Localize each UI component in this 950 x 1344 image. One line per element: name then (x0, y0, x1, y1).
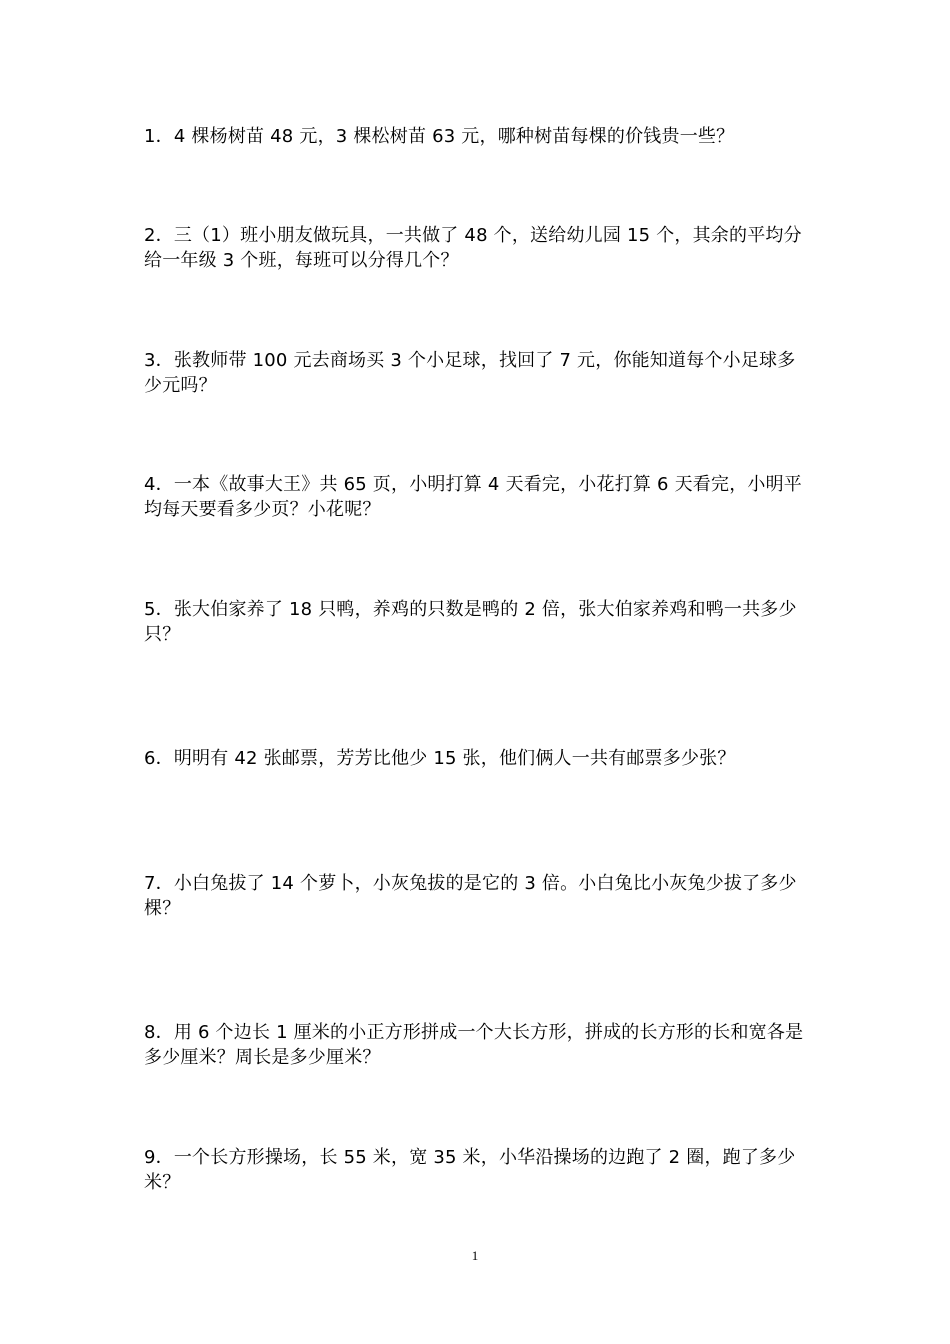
question-1: 1．4 棵杨树苗 48 元，3 棵松树苗 63 元，哪种树苗每棵的价钱贵一些？ (144, 126, 735, 147)
question-4: 4．一本《故事大王》共 65 页，小明打算 4 天看完，小花打算 6 天看完，小明平均每天要看多少页？小花呢？ (144, 474, 802, 520)
question-6: 6．明明有 42 张邮票，芳芳比他少 15 张，他们俩人一共有邮票多少张？ (144, 748, 736, 769)
question-3: 3．张教师带 100 元去商场买 3 个小足球，找回了 7 元，你能知道每个小足球多少元吗？ (144, 350, 796, 396)
question-5: 5．张大伯家养了 18 只鸭，养鸡的只数是鸭的 2 倍，张大伯家养鸡和鸭一共多少只？ (144, 599, 797, 645)
question-2: 2．三（1）班小朋友做玩具，一共做了 48 个，送给幼儿园 15 个，其余的平均分给一年级 3 个班，每班可以分得几个？ (144, 225, 802, 271)
question-8: 8．用 6 个边长 1 厘米的小正方形拼成一个大长方形，拼成的长方形的长和宽各是多少厘米？周长是多少厘米？ (144, 1022, 804, 1068)
question-7: 7．小白兔拔了 14 个萝卜，小灰兔拔的是它的 3 倍。小白兔比小灰兔少拔了多少棵？ (144, 873, 797, 919)
question-9: 9．一个长方形操场，长 55 米，宽 35 米，小华沿操场的边跑了 2 圈，跑了多少米？ (144, 1147, 796, 1193)
page-number: 1 (471, 1248, 479, 1263)
